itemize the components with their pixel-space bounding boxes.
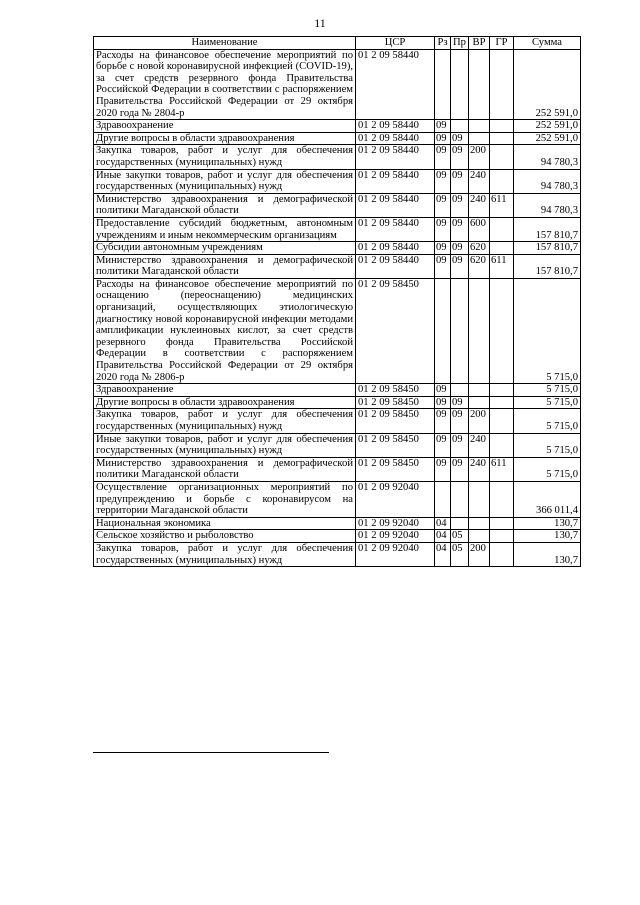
cell-sum: 5 715,0 <box>514 384 581 397</box>
cell-sum: 5 715,0 <box>514 396 581 409</box>
cell-pr <box>451 278 469 383</box>
cell-pr <box>451 120 469 133</box>
table-row <box>94 384 581 397</box>
table-row <box>94 217 581 241</box>
cell-rz: 09 <box>435 409 451 433</box>
cell-csr: 01 2 09 58440 <box>356 49 435 120</box>
cell-name: Иные закупки товаров, работ и услуг для обеспечения государственных (муниципальных) нужд <box>94 169 356 193</box>
cell-pr: 09 <box>451 242 469 255</box>
cell-rz: 09 <box>435 145 451 169</box>
cell-vr: 240 <box>469 193 490 217</box>
table-row <box>94 481 581 517</box>
cell-gr <box>490 169 514 193</box>
cell-name: Субсидии автономным учреждениям <box>94 242 356 255</box>
cell-csr: 01 2 09 92040 <box>356 542 435 566</box>
cell-vr: 620 <box>469 242 490 255</box>
cell-sum: 252 591,0 <box>514 132 581 145</box>
cell-pr: 09 <box>451 254 469 278</box>
cell-gr <box>490 242 514 255</box>
cell-gr <box>490 49 514 120</box>
cell-csr: 01 2 09 58450 <box>356 278 435 383</box>
cell-name: Расходы на финансовое обеспечение мероприятий по оснащению (переоснащению) медицинских организаций, осуществляющих этиологическую диагностику новой коронавирусной инфекции методами амплификации нуклеиновых кислот, за счет средств резервного фонда Правительства Российской Федерации в соответствии с распоряжением Правительства Российской Федерации от 29 октября 2020 года № 2806-р <box>94 278 356 383</box>
cell-rz <box>435 481 451 517</box>
cell-rz: 09 <box>435 132 451 145</box>
cell-csr: 01 2 09 58440 <box>356 132 435 145</box>
cell-sum: 157 810,7 <box>514 217 581 241</box>
cell-csr: 01 2 09 58440 <box>356 254 435 278</box>
table-row <box>94 542 581 566</box>
cell-rz: 09 <box>435 120 451 133</box>
cell-rz: 09 <box>435 254 451 278</box>
table-row <box>94 278 581 383</box>
cell-rz: 09 <box>435 433 451 457</box>
cell-gr: 611 <box>490 254 514 278</box>
cell-rz: 09 <box>435 217 451 241</box>
cell-pr <box>451 49 469 120</box>
cell-rz <box>435 278 451 383</box>
cell-gr <box>490 433 514 457</box>
cell-rz: 04 <box>435 542 451 566</box>
table-row <box>94 132 581 145</box>
header-name: Наименование <box>94 37 356 50</box>
cell-gr <box>490 481 514 517</box>
cell-pr: 09 <box>451 193 469 217</box>
cell-vr: 240 <box>469 169 490 193</box>
cell-csr: 01 2 09 58450 <box>356 384 435 397</box>
cell-name: Министерство здравоохранения и демографической политики Магаданской области <box>94 254 356 278</box>
budget-table <box>93 36 581 567</box>
cell-csr: 01 2 09 58440 <box>356 193 435 217</box>
cell-vr: 600 <box>469 217 490 241</box>
table-row <box>94 517 581 530</box>
page-number: 11 <box>314 16 326 30</box>
cell-sum: 94 780,3 <box>514 145 581 169</box>
cell-name: Закупка товаров, работ и услуг для обеспечения государственных (муниципальных) нужд <box>94 409 356 433</box>
cell-rz <box>435 49 451 120</box>
cell-sum: 366 011,4 <box>514 481 581 517</box>
cell-csr: 01 2 09 58440 <box>356 217 435 241</box>
cell-name: Другие вопросы в области здравоохранения <box>94 396 356 409</box>
table-row <box>94 120 581 133</box>
cell-sum: 5 715,0 <box>514 278 581 383</box>
cell-gr <box>490 217 514 241</box>
table-row <box>94 49 581 120</box>
cell-vr <box>469 530 490 543</box>
cell-name: Расходы на финансовое обеспечение мероприятий по борьбе с новой коронавирусной инфекцией (COVID-19), за счет средств резервного фонда Правительства Российской Федерации в соответствии с распоряжением Правительства Российской Федерации от 29 октября 2020 года № 2804-р <box>94 49 356 120</box>
cell-name: Предоставление субсидий бюджетным, автономным учреждениям и иным некоммерческим организациям <box>94 217 356 241</box>
cell-name: Осуществление организационных мероприятий по предупреждению и борьбе с коронавирусом на территории Магаданской области <box>94 481 356 517</box>
cell-pr <box>451 384 469 397</box>
table-row <box>94 193 581 217</box>
cell-sum: 94 780,3 <box>514 169 581 193</box>
table-body <box>94 49 581 567</box>
cell-gr: 611 <box>490 457 514 481</box>
cell-pr: 09 <box>451 433 469 457</box>
cell-gr <box>490 517 514 530</box>
footnote-separator-line <box>93 752 329 753</box>
cell-pr: 09 <box>451 169 469 193</box>
cell-vr: 620 <box>469 254 490 278</box>
header-pr: Пр <box>451 37 469 50</box>
cell-sum: 130,7 <box>514 542 581 566</box>
cell-vr <box>469 132 490 145</box>
header-rz: Рз <box>435 37 451 50</box>
cell-csr: 01 2 09 58450 <box>356 433 435 457</box>
cell-rz: 09 <box>435 242 451 255</box>
cell-csr: 01 2 09 92040 <box>356 517 435 530</box>
cell-vr: 200 <box>469 145 490 169</box>
cell-csr: 01 2 09 92040 <box>356 481 435 517</box>
cell-gr: 611 <box>490 193 514 217</box>
cell-sum: 157 810,7 <box>514 242 581 255</box>
header-csr: ЦСР <box>356 37 435 50</box>
cell-gr <box>490 384 514 397</box>
cell-rz: 09 <box>435 396 451 409</box>
table-row <box>94 242 581 255</box>
cell-csr: 01 2 09 58440 <box>356 169 435 193</box>
cell-vr <box>469 278 490 383</box>
cell-rz: 04 <box>435 530 451 543</box>
cell-name: Министерство здравоохранения и демографической политики Магаданской области <box>94 457 356 481</box>
table-row <box>94 457 581 481</box>
header-sum: Сумма <box>514 37 581 50</box>
cell-gr <box>490 278 514 383</box>
cell-csr: 01 2 09 58450 <box>356 396 435 409</box>
cell-sum: 5 715,0 <box>514 409 581 433</box>
cell-vr <box>469 384 490 397</box>
cell-sum: 252 591,0 <box>514 120 581 133</box>
cell-pr: 09 <box>451 132 469 145</box>
table-row <box>94 433 581 457</box>
cell-pr: 05 <box>451 530 469 543</box>
cell-vr <box>469 396 490 409</box>
cell-pr: 09 <box>451 145 469 169</box>
table-header-row <box>94 37 581 50</box>
cell-pr: 09 <box>451 457 469 481</box>
cell-name: Закупка товаров, работ и услуг для обеспечения государственных (муниципальных) нужд <box>94 542 356 566</box>
cell-csr: 01 2 09 58440 <box>356 242 435 255</box>
cell-name: Закупка товаров, работ и услуг для обеспечения государственных (муниципальных) нужд <box>94 145 356 169</box>
cell-rz: 04 <box>435 517 451 530</box>
cell-pr: 09 <box>451 217 469 241</box>
cell-sum: 5 715,0 <box>514 457 581 481</box>
cell-name: Здравоохранение <box>94 120 356 133</box>
cell-name: Сельское хозяйство и рыболовство <box>94 530 356 543</box>
cell-vr: 240 <box>469 433 490 457</box>
cell-gr <box>490 409 514 433</box>
cell-sum: 94 780,3 <box>514 193 581 217</box>
cell-vr <box>469 517 490 530</box>
cell-name: Национальная экономика <box>94 517 356 530</box>
table-row <box>94 169 581 193</box>
cell-sum: 130,7 <box>514 517 581 530</box>
cell-csr: 01 2 09 58440 <box>356 145 435 169</box>
cell-vr <box>469 120 490 133</box>
cell-rz: 09 <box>435 169 451 193</box>
cell-pr <box>451 517 469 530</box>
cell-vr: 200 <box>469 542 490 566</box>
header-gr: ГР <box>490 37 514 50</box>
cell-rz: 09 <box>435 193 451 217</box>
cell-sum: 130,7 <box>514 530 581 543</box>
cell-sum: 157 810,7 <box>514 254 581 278</box>
cell-name: Здравоохранение <box>94 384 356 397</box>
cell-gr <box>490 145 514 169</box>
cell-name: Министерство здравоохранения и демографической политики Магаданской области <box>94 193 356 217</box>
cell-rz: 09 <box>435 457 451 481</box>
table-row <box>94 145 581 169</box>
table-row <box>94 396 581 409</box>
table-row <box>94 254 581 278</box>
cell-vr: 200 <box>469 409 490 433</box>
cell-csr: 01 2 09 92040 <box>356 530 435 543</box>
cell-gr <box>490 542 514 566</box>
cell-name: Иные закупки товаров, работ и услуг для обеспечения государственных (муниципальных) нужд <box>94 433 356 457</box>
cell-csr: 01 2 09 58450 <box>356 457 435 481</box>
cell-pr: 09 <box>451 409 469 433</box>
cell-gr <box>490 120 514 133</box>
cell-sum: 5 715,0 <box>514 433 581 457</box>
cell-csr: 01 2 09 58440 <box>356 120 435 133</box>
cell-pr: 05 <box>451 542 469 566</box>
cell-name: Другие вопросы в области здравоохранения <box>94 132 356 145</box>
cell-rz: 09 <box>435 384 451 397</box>
cell-vr <box>469 481 490 517</box>
header-vr: ВР <box>469 37 490 50</box>
cell-pr <box>451 481 469 517</box>
cell-gr <box>490 530 514 543</box>
cell-pr: 09 <box>451 396 469 409</box>
cell-sum: 252 591,0 <box>514 49 581 120</box>
cell-gr <box>490 132 514 145</box>
table-row <box>94 409 581 433</box>
cell-vr <box>469 49 490 120</box>
cell-gr <box>490 396 514 409</box>
cell-csr: 01 2 09 58450 <box>356 409 435 433</box>
table-row <box>94 530 581 543</box>
cell-vr: 240 <box>469 457 490 481</box>
